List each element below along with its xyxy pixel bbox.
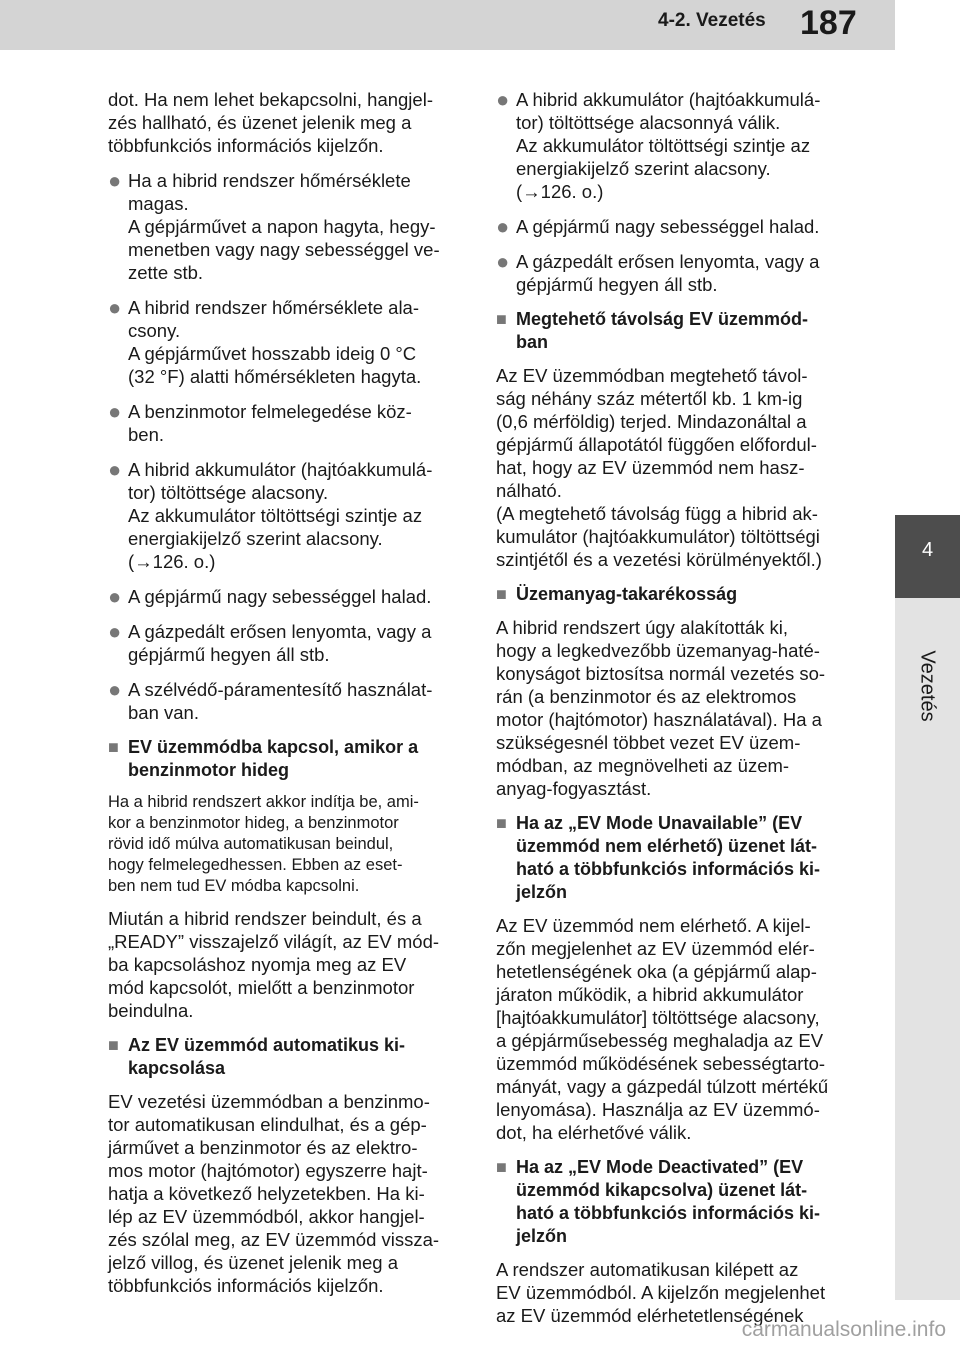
section-heading-text: Ha az „EV Mode Unavailable” (EV üzemmód nem elérhető) üzenet lát- ható a többfunkciós információs ki- jelzőn — [516, 813, 821, 902]
body-paragraph: A hibrid rendszert úgy alakították ki, hogy a legkedvezőbb üzemanyag-haté- konyságot biztosítsa normál vezetés so- rán (a benzinmotor és az elektromos motor (hajtómotor) használatával). Ha a szükségesnél többet vezet EV üzem- módban, az megnövelheti az üzem- anyag-fogyasztást. — [496, 617, 826, 799]
list-item-text: A hibrid akkumulátor (hajtóakkumulá- tor) töltöttsége alacsonnyá válik. Az akkumulátor töltöttségi szintje az energiakijelző szerint alacsony. (→126. o.) — [516, 89, 821, 202]
bullet-icon: ● — [496, 214, 510, 239]
bullet-icon: ● — [108, 399, 122, 424]
bullet-icon: ● — [108, 457, 122, 482]
bullet-icon: ● — [108, 168, 122, 193]
list-item-text: A gázpedált erősen lenyomta, vagy a gépjármű hegyen áll stb. — [128, 621, 432, 665]
bullet-icon: ● — [108, 677, 122, 702]
body-paragraph: Az EV üzemmód nem elérhető. A kijel- zőn megjelenhet az EV üzemmód elér- hetetlenségének oka (a gépjármű alap- járaton működik, a hibrid akkumulátor [hajtóakkumulátor] töltöttsége alacsony, a gépjárműsebesség meghaladja az EV üzemmód működésének sebességtarto- mányát, vagy a gázpedál túlzott mértékű lenyomása). Használja az EV üzemmó- dot, ha elérhetővé válik. — [496, 915, 829, 1143]
list-item — [496, 215, 864, 238]
list-item — [108, 169, 468, 284]
square-icon: ■ — [496, 309, 507, 329]
body-paragraph: Miután a hibrid rendszer beindult, és a „READY” visszajelző világít, az EV mód- ba kapcsoláshoz nyomja meg az EV mód kapcsolót, mielőtt a benzinmotor beindulna. — [108, 908, 440, 1021]
square-icon: ■ — [108, 737, 119, 757]
section-heading — [108, 736, 468, 782]
chapter-tab — [895, 515, 960, 598]
section-heading — [108, 1034, 468, 1080]
list-item — [108, 400, 468, 446]
square-icon: ■ — [496, 1157, 507, 1177]
list-item-text: A benzinmotor felmelegedése köz- ben. — [128, 401, 412, 445]
body-paragraph: EV vezetési üzemmódban a benzinmo- tor automatikusan elindulhat, és a gép- járművet a benzinmotor és az elektro- mos motor (hajtómotor) egyszerre hajt- hatja a következő helyzetekben. Ha ki- lép az EV üzemmódból, akkor hangjel- zés szólal meg, az EV üzemmód vissza- jelző villog, és üzenet jelenik meg a többfunkciós információs kijelzőn. — [108, 1091, 440, 1296]
body-paragraph: Az EV üzemmódban megtehető távol- ság néhány száz métertől kb. 1 km-ig (0,6 mérföldig) terjed. Mindazonáltal a gépjármű állapotától függően előfordul- hat, hogy az EV üzemmód nem hasz- nálható. (A megtehető távolság függ a hibrid ak- kumulátor (hajtóakkumulátor) töltöttségi szintjétől és a vezetési körülményektől.) — [496, 365, 822, 570]
section-heading — [496, 583, 864, 606]
section-title: 4-2. Vezetés — [658, 10, 766, 31]
list-item — [108, 458, 468, 573]
list-item — [496, 88, 864, 203]
section-heading-text: Üzemanyag-takarékosság — [516, 584, 738, 604]
chapter-title-text: Vezetés — [916, 650, 939, 722]
list-item — [108, 296, 468, 388]
list-item-text: A gépjármű nagy sebességgel halad. — [516, 216, 820, 237]
bullet-icon: ● — [108, 295, 122, 320]
bullet-icon: ● — [496, 249, 510, 274]
chapter-title — [897, 636, 957, 736]
chapter-number: 4 — [921, 539, 934, 561]
list-item — [108, 585, 468, 608]
list-item-text: A hibrid akkumulátor (hajtóakkumulá- tor) töltöttsége alacsony. Az akkumulátor töltöttségi szintje az energiakijelző szerint alacsony. (→126. o.) — [128, 459, 433, 572]
section-heading-text: Megtehető távolság EV üzemmód- ban — [516, 309, 809, 352]
section-heading — [496, 308, 864, 354]
section-heading-text: Az EV üzemmód automatikus ki- kapcsolása — [128, 1035, 406, 1078]
section-heading — [496, 1156, 864, 1248]
list-item-text: A gépjármű nagy sebességgel halad. — [128, 586, 432, 607]
list-item-text: Ha a hibrid rendszer hőmérséklete magas. A gépjárművet a napon hagyta, hegy- menetben vagy nagy sebességgel ve- zette stb. — [128, 170, 440, 283]
left-column — [108, 88, 468, 1309]
list-item-text: A hibrid rendszer hőmérséklete ala- csony. A gépjárművet hosszabb ideig 0 °C (32 °F) alatti hőmérsékleten hagyta. — [128, 297, 422, 387]
square-icon: ■ — [496, 813, 507, 833]
list-item — [108, 620, 468, 666]
page-number: 187 — [800, 4, 857, 42]
list-item-text: A gázpedált erősen lenyomta, vagy a gépjármű hegyen áll stb. — [516, 251, 820, 295]
bullet-icon: ● — [108, 619, 122, 644]
right-column — [496, 88, 864, 1339]
section-heading — [496, 812, 864, 904]
bullet-icon: ● — [496, 87, 510, 112]
section-heading-text: EV üzemmódba kapcsol, amikor a benzinmotor hideg — [128, 737, 419, 780]
list-item-text: A szélvédő-páramentesítő használat- ban van. — [128, 679, 433, 723]
square-icon: ■ — [108, 1035, 119, 1055]
watermark: carmanualsonline.info — [741, 1318, 946, 1341]
note-paragraph: Ha a hibrid rendszert akkor indítja be, ami- kor a benzinmotor hideg, a benzinmotor rövid idő múlva automatikusan beindul, hogy felmelegedhessen. Ebben az eset- ben nem tud EV módba kapcsolni. — [108, 793, 419, 895]
section-heading-text: Ha az „EV Mode Deactivated” (EV üzemmód kikapcsolva) üzenet lát- ható a többfunkciós információs ki- jelzőn — [516, 1157, 821, 1246]
list-item — [496, 250, 864, 296]
bullet-icon: ● — [108, 584, 122, 609]
body-paragraph: A rendszer automatikusan kilépett az EV üzemmódból. A kijelzőn megjelenhet az EV üzemmód elérhetetlenségének — [496, 1259, 826, 1326]
square-icon: ■ — [496, 584, 507, 604]
list-item — [108, 678, 468, 724]
intro-paragraph: dot. Ha nem lehet bekapcsolni, hangjel- zés hallható, és üzenet jelenik meg a többfunkciós információs kijelzőn. — [108, 89, 433, 156]
